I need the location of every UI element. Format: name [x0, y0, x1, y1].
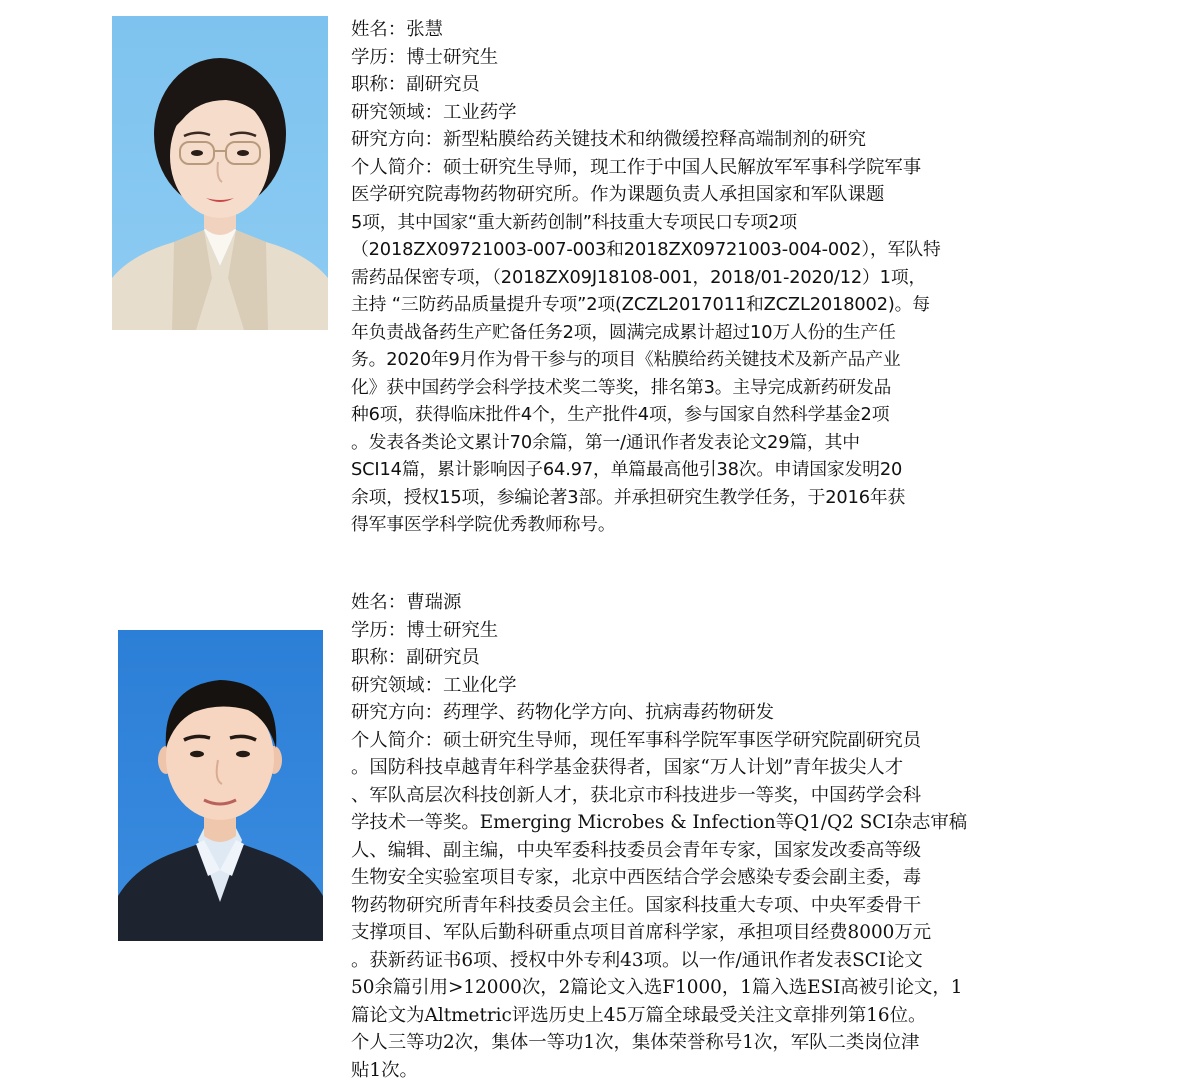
bio-line: [351, 154, 1051, 182]
bio-line: 支撑项目、军队后勤科研重点项目首席科学家，承担项目经费8000万元: [351, 922, 932, 943]
direction-value: 新型粘膜给药关键技术和纳微缓控释高端制剂的研究: [442, 129, 866, 150]
education-label: 学历：: [351, 46, 407, 68]
bio-label: 个人简介：: [351, 729, 443, 751]
bio-line: 主持 “三防药品质量提升专项”2项(ZCZL2017011和ZCZL2018002)。每: [351, 294, 930, 315]
bio-line: 个人三等功2次，集体一等功1次，集体荣誉称号1次，军队二类岗位津: [351, 1032, 920, 1053]
name-value: 张慧: [406, 19, 443, 40]
bio-line: 得军事医学科学院优秀教师称号。: [351, 514, 616, 535]
portrait-photo: [118, 630, 323, 941]
bio-line: 年负责战备药生产贮备任务2项，圆满完成累计超过10万人份的生产任: [351, 321, 896, 343]
bio-line: SCI14篇，累计影响因子64.97，单篇最高他引38次。申请国家发明20: [351, 459, 903, 480]
education-value: 博士研究生: [406, 46, 499, 68]
field-label: 研究领域：: [351, 101, 443, 123]
education-label: 学历：: [351, 619, 407, 641]
bio-text: 硕士研究生导师，现工作于中国人民解放军军事科学院军事: [442, 156, 922, 178]
bio-line: 。国防科技卓越青年科学基金获得者，国家“万人计划”青年拔尖人才: [351, 757, 904, 778]
bio-line: 余项，授权15项，参编论著3部。并承担研究生教学任务，于2016年获: [351, 486, 906, 508]
title-label: 职称：: [351, 647, 407, 668]
bio-line: 人、编辑、副主编，中央军委科技委员会青年专家，国家发改委高等级: [351, 839, 922, 861]
bio-line: 物药物研究所青年科技委员会主任。国家科技重大专项、中央军委骨干: [351, 894, 922, 916]
bio-line: 5项，其中国家“重大新药创制”科技重大专项民口专项2项: [351, 211, 797, 233]
bio-label: 个人简介：: [351, 156, 443, 178]
bio-block: [351, 727, 1051, 1085]
title-row: [351, 644, 1051, 672]
direction-label: 研究方向：: [351, 702, 443, 723]
bio-text: 硕士研究生导师，现任军事科学院军事医学研究院副研究员: [442, 729, 922, 751]
title-label: 职称：: [351, 74, 407, 95]
name-row: [351, 589, 1051, 617]
direction-row: [351, 126, 1051, 154]
bio-line: [351, 727, 1051, 755]
bio-line: 种6项，获得临床批件4个，生产批件4项，参与国家自然科学基金2项: [351, 404, 890, 425]
education-value: 博士研究生: [406, 619, 499, 641]
field-row: [351, 672, 1051, 700]
profile-info: [351, 16, 1051, 539]
field-value: 工业化学: [442, 674, 517, 696]
profile-card: [0, 580, 1200, 1092]
direction-value: 药理学、药物化学方向、抗病毒药物研发: [442, 702, 775, 723]
title-value: 副研究员: [406, 647, 480, 668]
title-value: 副研究员: [406, 74, 480, 95]
bio-line: 贴1次。: [351, 1059, 418, 1081]
bio-line: 。发表各类论文累计70余篇，第一/通讯作者发表论文29篇，其中: [351, 431, 860, 453]
bio-line: 50余篇引用>12000次，2篇论文入选F1000，1篇入选ESI高被引论文，1: [351, 977, 963, 998]
title-row: [351, 71, 1051, 99]
bio-line: 需药品保密专项，（2018ZX09J18108-001，2018/01-2020/12）1项，: [351, 266, 927, 288]
field-label: 研究领域：: [351, 674, 443, 696]
profile-info: [351, 589, 1051, 1084]
education-row: [351, 617, 1051, 645]
bio-line: 务。2020年9月作为骨干参与的项目《粘膜给药关键技术及新产品产业: [351, 349, 901, 370]
bio-block: [351, 154, 1051, 539]
field-value: 工业药学: [442, 101, 517, 123]
bio-line: 篇论文为Altmetric评选历史上45万篇全球最受关注文章排列第16位。: [351, 1004, 927, 1026]
direction-row: [351, 699, 1051, 727]
bio-line: 。获新药证书6项、授权中外专利43项。以一作/通讯作者发表SCI论文: [351, 949, 923, 971]
direction-label: 研究方向：: [351, 129, 443, 150]
name-label: 姓名：: [351, 19, 407, 40]
bio-line: 医学研究院毒物药物研究所。作为课题负责人承担国家和军队课题: [351, 184, 885, 205]
education-row: [351, 44, 1051, 72]
portrait-photo: [112, 16, 328, 330]
name-row: [351, 16, 1051, 44]
bio-line: 生物安全实验室项目专家，北京中西医结合学会感染专委会副主委，毒: [351, 867, 922, 888]
bio-line: 学技术一等奖。Emerging Microbes & Infection等Q1/Q2 SCI杂志审稿: [351, 812, 968, 833]
name-label: 姓名：: [351, 592, 407, 613]
bio-line: 、军队高层次科技创新人才，获北京市科技进步一等奖，中国药学会科: [351, 784, 922, 806]
bio-line: （2018ZX09721003-007-003和2018ZX09721003-004-002），军队特: [351, 239, 941, 260]
field-row: [351, 99, 1051, 127]
name-value: 曹瑞源: [406, 592, 462, 613]
bio-line: 化》获中国药学会科学技术奖二等奖，排名第3。主导完成新药研发品: [351, 376, 892, 398]
